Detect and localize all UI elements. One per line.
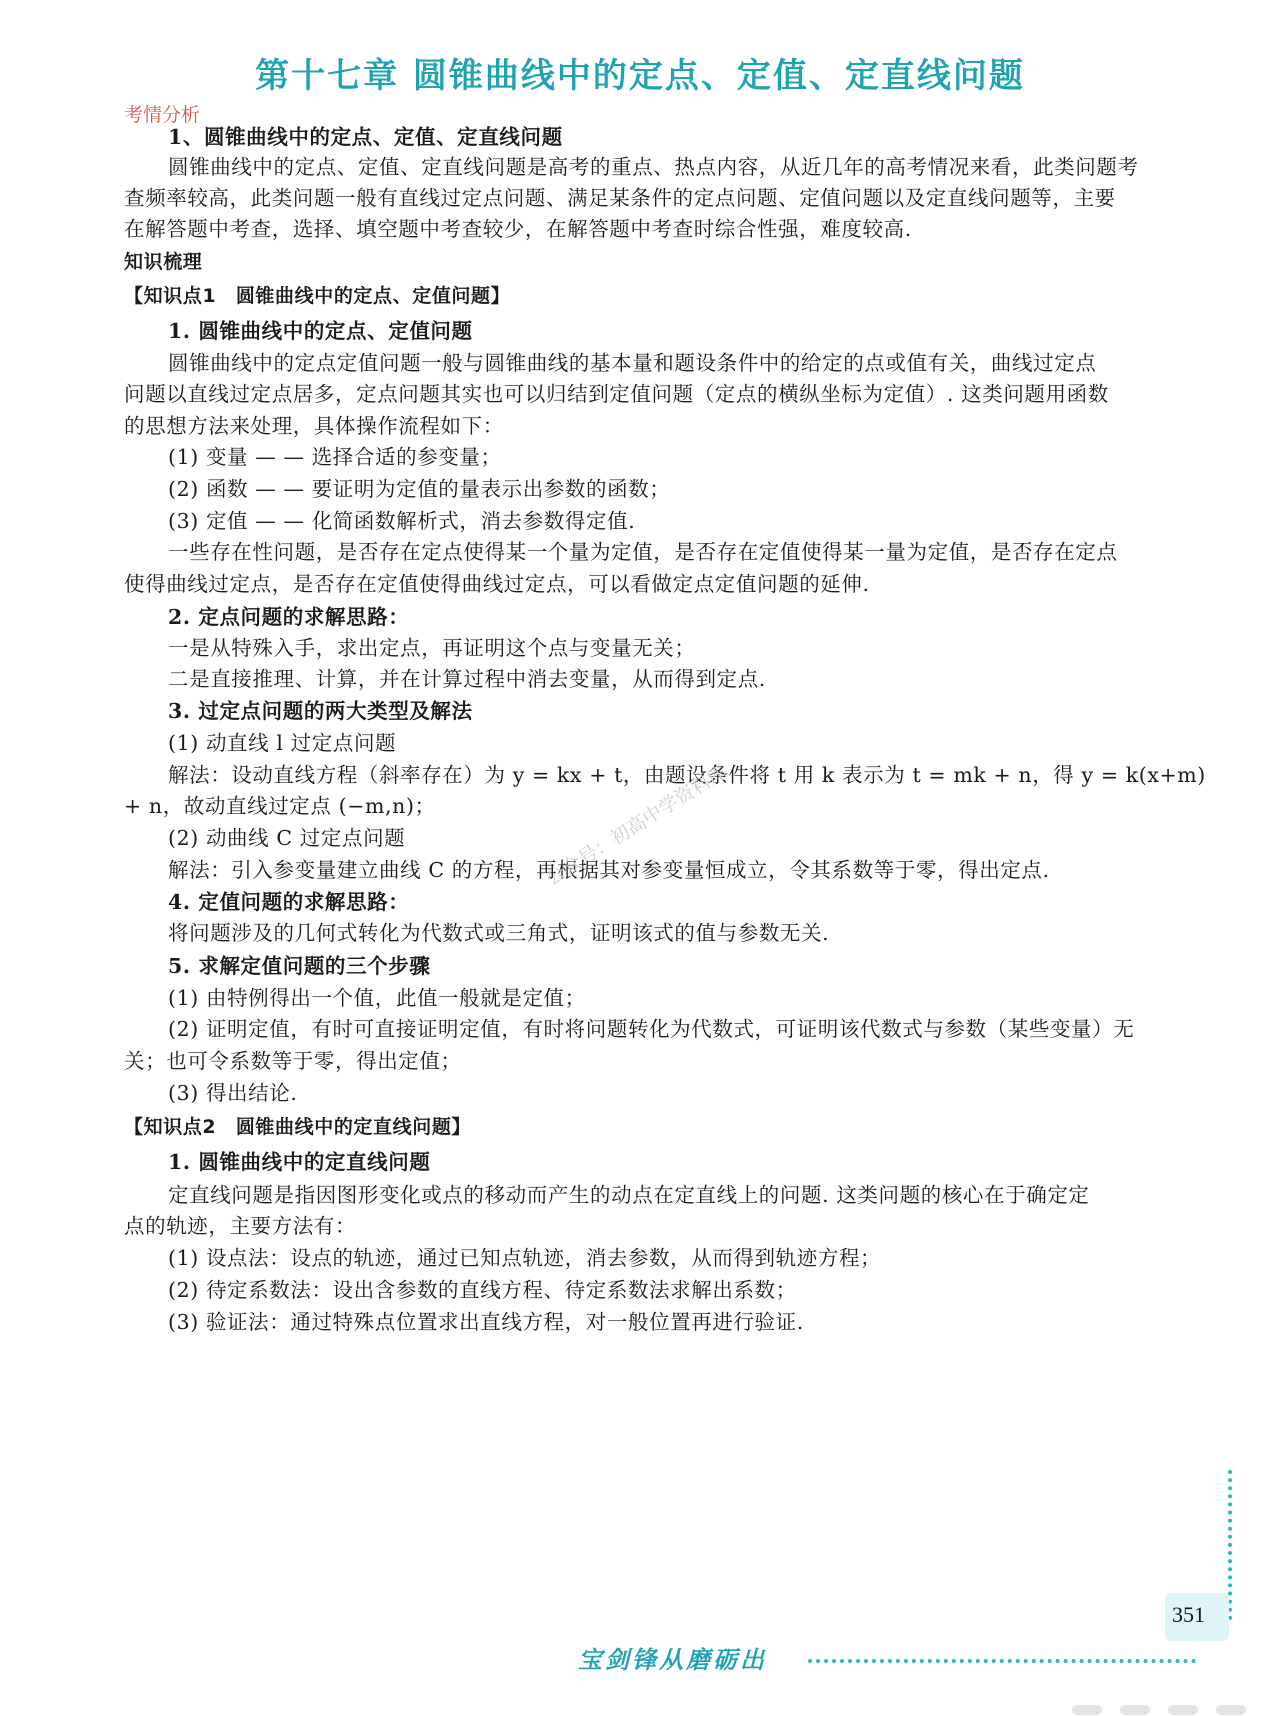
page-number: 351 [1172,1602,1205,1627]
text-line: 问题以直线过定点居多，定点问题其实也可以归结到定值问题（定点的横纵坐标为定值）. 这类问题用函数 [124,382,1109,406]
text-line: 使得曲线过定点，是否存在定值使得曲线过定点，可以看做定点定值问题的延伸. [124,572,870,596]
heading-line: 4. 定值问题的求解思路： [168,890,410,914]
text-line: 关；也可令系数等于零，得出定值； [124,1049,462,1073]
text-line: 解法：引入参变量建立曲线 C 的方程，再根据其对参变量恒成立，令其系数等于零，得出定点. [168,858,1050,882]
heading-line: 1、圆锥曲线中的定点、定值、定直线问题 [168,125,563,149]
decorative-dotted-line-vertical [1228,1470,1236,1620]
knowledge-point-heading: 【知识点1 圆锥曲线中的定点、定值问题】 [124,285,511,307]
text-line: (3) 得出结论. [168,1081,298,1105]
heading-line: 5. 求解定值问题的三个步骤 [168,954,431,978]
text-line: (1) 由特例得出一个值，此值一般就是定值； [168,986,586,1010]
text-line: (1) 设点法：设点的轨迹，通过已知点轨迹，消去参数，从而得到轨迹方程； [168,1246,882,1270]
chapter-title: 第十七章 圆锥曲线中的定点、定值、定直线问题 [255,56,1025,96]
text-line: (2) 动曲线 C 过定点问题 [168,826,406,850]
heading-line: 2. 定点问题的求解思路： [168,605,410,629]
text-line: 圆锥曲线中的定点、定值、定直线问题是高考的重点、热点内容，从近几年的高考情况来看，此类问题考 [168,155,1139,179]
text-line: 圆锥曲线中的定点定值问题一般与圆锥曲线的基本量和题设条件中的给定的点或值有关，曲线过定点 [168,351,1097,375]
text-line: (3) 验证法：通过特殊点位置求出直线方程，对一般位置再进行验证. [168,1310,804,1334]
decorative-dotted-line-horizontal [808,1659,1196,1663]
text-line: 查频率较高，此类问题一般有直线过定点问题、满足某条件的定点问题、定值问题以及定直线问题等，主要 [124,186,1116,210]
text-line: (2) 函数 — — 要证明为定值的量表示出参数的函数； [168,477,671,501]
toolbar-button[interactable] [1072,1705,1102,1715]
text-line: 在解答题中考查，选择、填空题中考查较少，在解答题中考查时综合性强，难度较高. [124,217,912,241]
text-line: 一些存在性问题，是否存在定点使得某一个量为定值，是否存在定值使得某一量为定值，是否存在定点 [168,540,1118,564]
heading-line: 1. 圆锥曲线中的定直线问题 [168,1150,431,1174]
text-line: (3) 定值 — — 化简函数解析式，消去参数得定值. [168,509,636,533]
section-tag: 考情分析 [124,104,201,126]
text-line: 的思想方法来处理，具体操作流程如下： [124,414,504,438]
text-line: 点的轨迹，主要方法有： [124,1214,357,1238]
text-line: 一是从特殊入手，求出定点，再证明这个点与变量无关； [168,636,696,660]
text-line: (2) 待定系数法：设出含参数的直线方程、待定系数法求解出系数； [168,1278,797,1302]
toolbar-button[interactable] [1168,1705,1198,1715]
section-heading: 知识梳理 [124,251,203,273]
text-line: 将问题涉及的几何式转化为代数式或三角式，证明该式的值与参数无关. [168,921,830,945]
heading-line: 1. 圆锥曲线中的定点、定值问题 [168,319,473,343]
text-line: (2) 证明定值，有时可直接证明定值，有时将问题转化为代数式，可证明该代数式与参数（某些变量）无 [168,1017,1135,1041]
text-line: + n，故动直线过定点 (−m,n)； [124,794,436,818]
footer-motto: 宝剑锋从磨砺出 [578,1646,767,1674]
heading-line: 3. 过定点问题的两大类型及解法 [168,699,473,723]
watermark: 公众号：初高中学资料库 [542,760,732,891]
text-line: 二是直接推理、计算，并在计算过程中消去变量，从而得到定点. [168,667,766,691]
text-line: (1) 动直线 l 过定点问题 [168,731,397,755]
text-line: 解法：设动直线方程（斜率存在）为 y = kx + t，由题设条件将 t 用 k 表示为 t = mk + n，得 y = k(x+m) [168,763,1206,787]
toolbar-button[interactable] [1120,1705,1150,1715]
image-viewer-toolbar [1072,1704,1268,1716]
knowledge-point-heading: 【知识点2 圆锥曲线中的定直线问题】 [124,1116,472,1138]
toolbar-button[interactable] [1216,1705,1246,1715]
text-line: 定直线问题是指因图形变化或点的移动而产生的动点在定直线上的问题. 这类问题的核心在于确定定 [168,1183,1090,1207]
text-line: (1) 变量 — — 选择合适的参变量； [168,445,502,469]
